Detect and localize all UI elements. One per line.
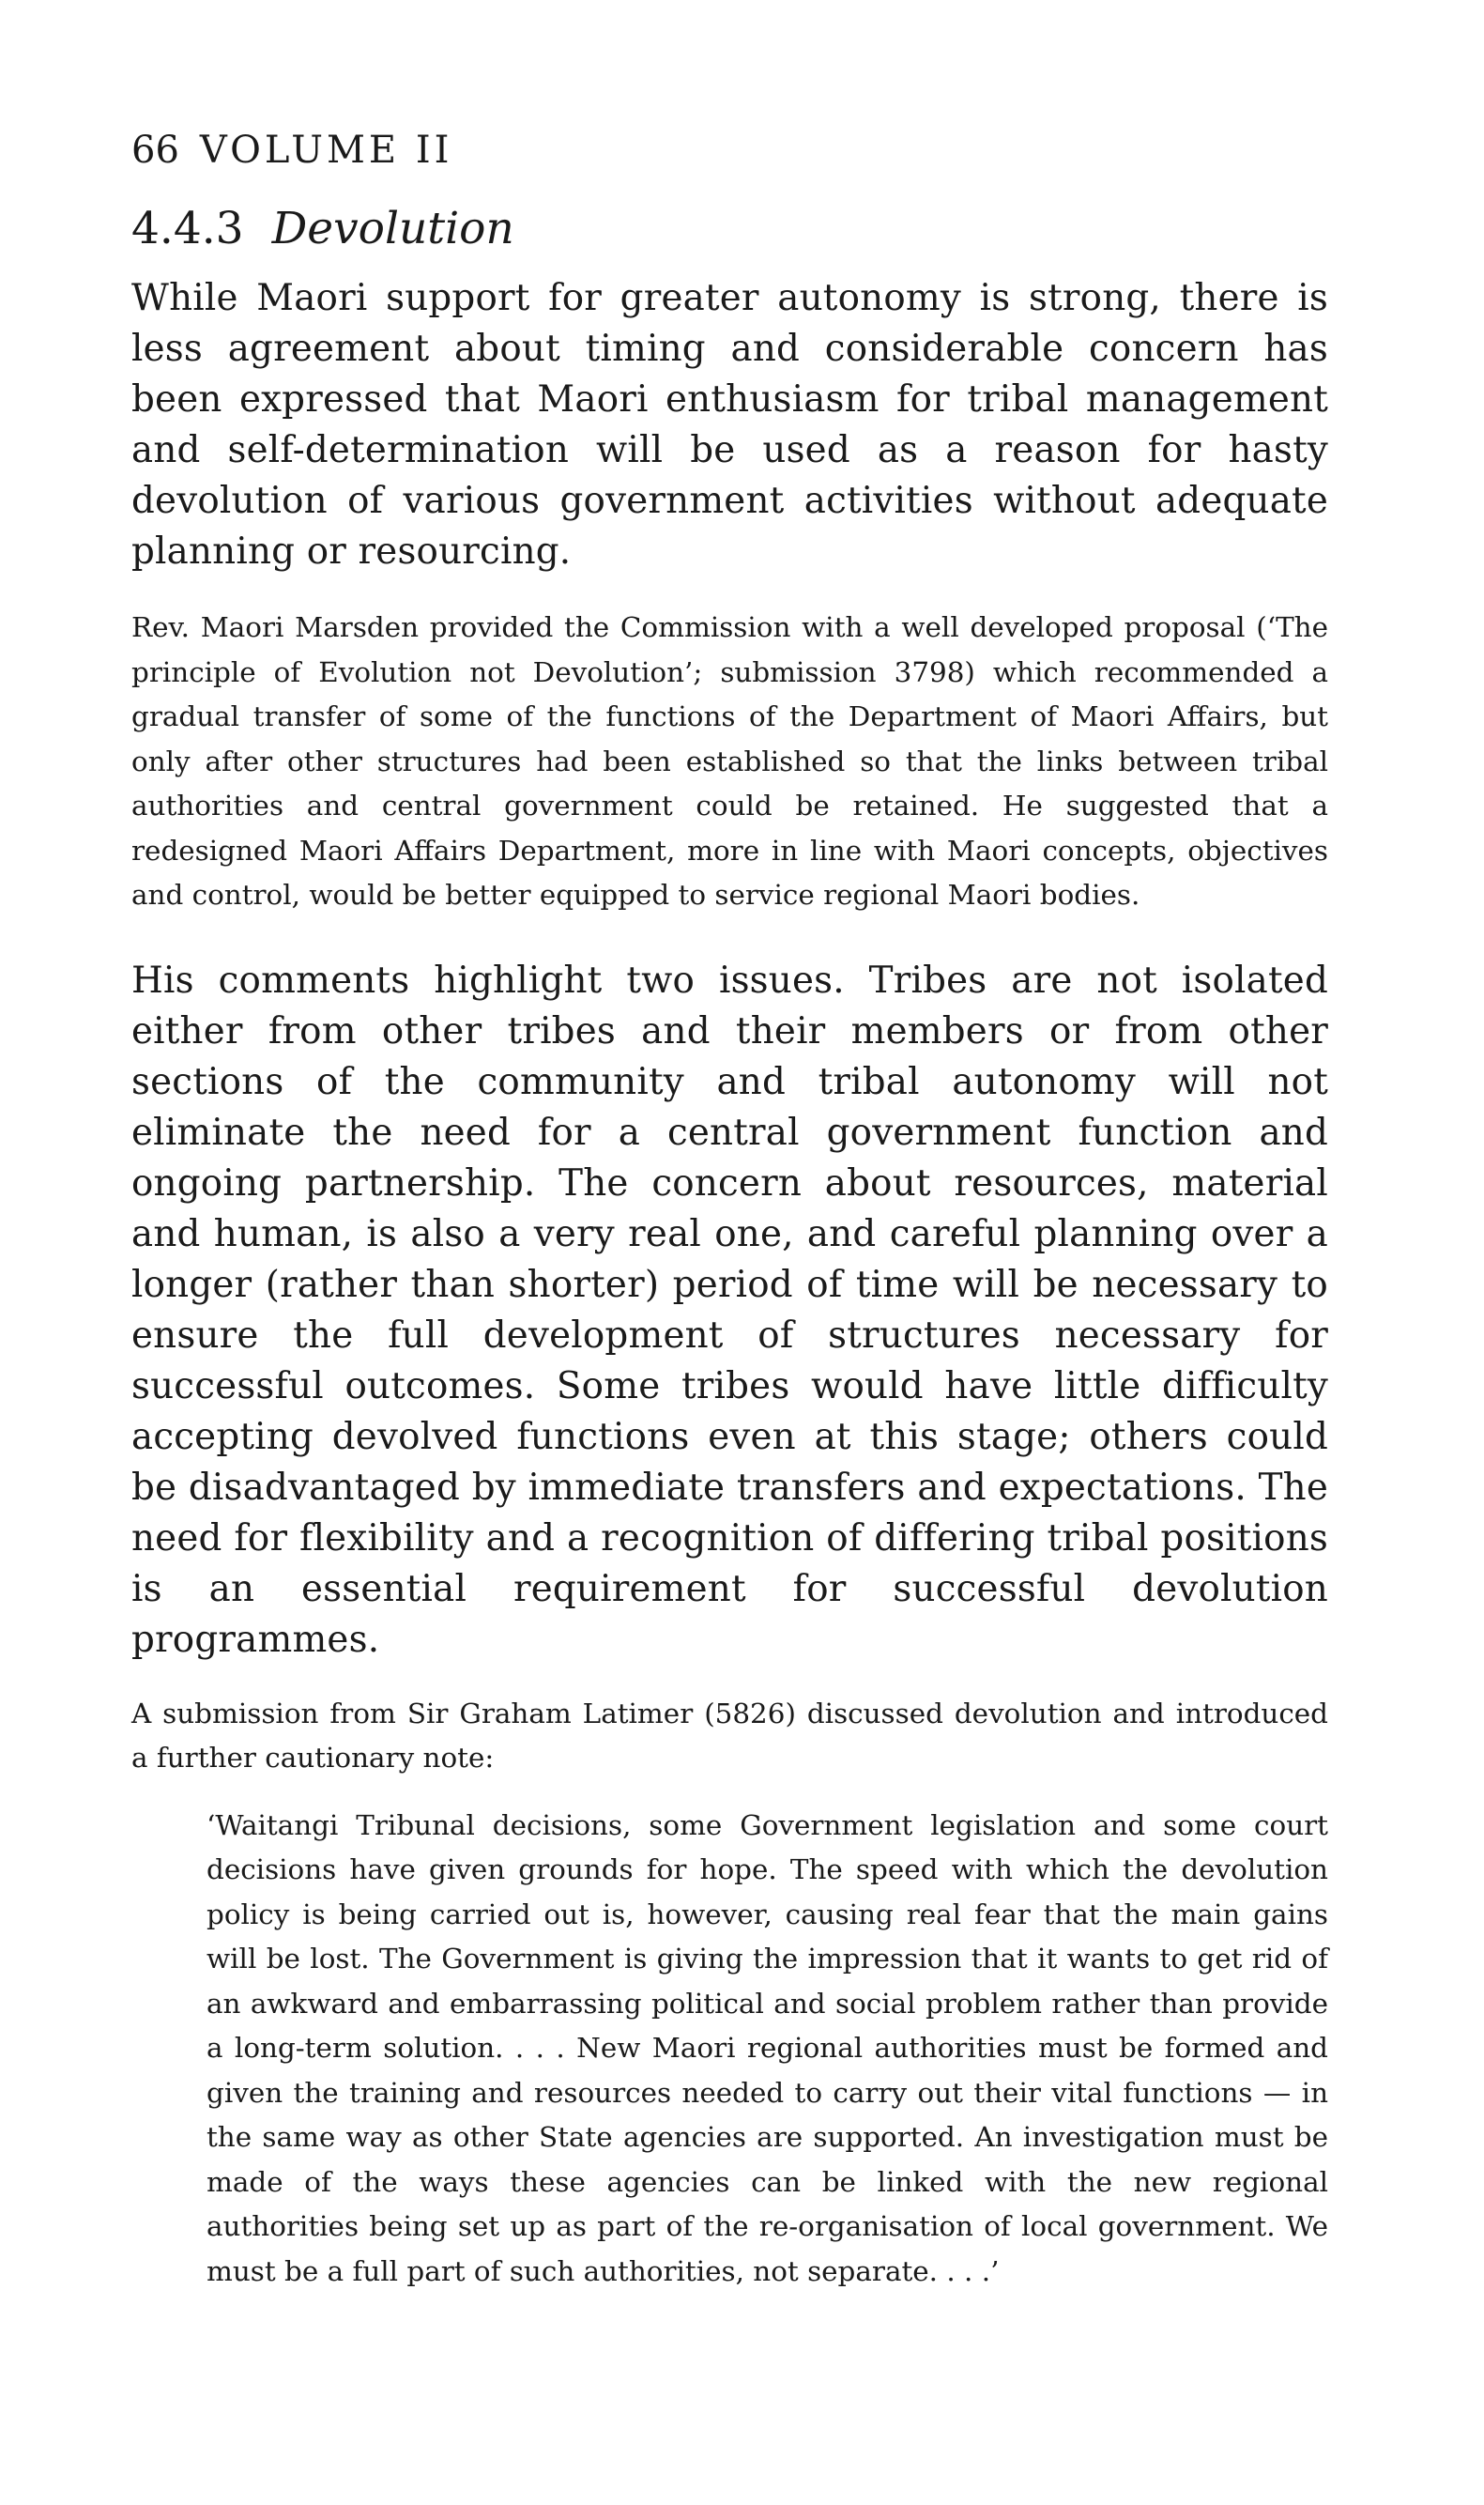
body-paragraph: His comments highlight two issues. Tribes are not isolated either from other tribes and their members or from other sections of the community and tribal autonomy will not eliminate the need for a central government function and ongoing partnership. The concern about resources, material and human, is also a very real one, and careful planning over a longer (rather than shorter) period of time will be necessary to ensure the full development of structures necessary for successful outcomes. Some tribes would have little difficulty accepting devolved functions even at this stage; others could be disadvantaged by immediate transfers and expectations. The need for flexibility and a recognition of differing tribal positions is an essential requirement for successful devolution programmes. (131, 959, 1328, 1661)
section-number: 4.4.3 (131, 203, 244, 254)
section-heading (131, 203, 1328, 254)
block-quote: ‘Waitangi Tribunal decisions, some Government legislation and some court decisions have given grounds for hope. The speed with which the devolution policy is being carried out is, however, causing real fear that the main gains will be lost. The Government is giving the impression that it wants to get rid of an awkward and embarrassing political and social problem rather than provide a long-term solution. . . . New Maori regional authorities must be formed and given the training and resources needed to carry out their vital functions — in the same way as other State agencies are supported. An investigation must be made of the ways these agencies can be linked with the new regional authorities being set up as part of the re-organisation of local government. We must be a full part of such authorities, not separate. . . .’ (207, 1808, 1328, 2287)
section-title: Devolution (271, 203, 514, 254)
running-header (131, 129, 1328, 172)
page-number: 66 (131, 129, 179, 172)
running-title: VOLUME II (199, 129, 453, 172)
body-paragraph: While Maori support for greater autonomy is strong, there is less agreement about timing and considerable concern has been expressed that Maori enthusiasm for tribal management and self-determination will be used as a reason for hasty devolution of various government activities without adequate planning or resourcing. (131, 277, 1328, 573)
body-paragraph: A submission from Sir Graham Latimer (5826) discussed devolution and introduced a further cautionary note: (131, 1697, 1328, 1774)
document-page (131, 131, 1328, 2294)
body-paragraph: Rev. Maori Marsden provided the Commission with a well developed proposal (‘The principle of Evolution not Devolution’; submission 3798) which recommended a gradual transfer of some of the functions of the Department of Maori Affairs, but only after other structures had been established so that the links between tribal authorities and central government could be retained. He suggested that a redesigned Maori Affairs Department, more in line with Maori concepts, objectives and control, would be better equipped to service regional Maori bodies. (131, 611, 1328, 911)
